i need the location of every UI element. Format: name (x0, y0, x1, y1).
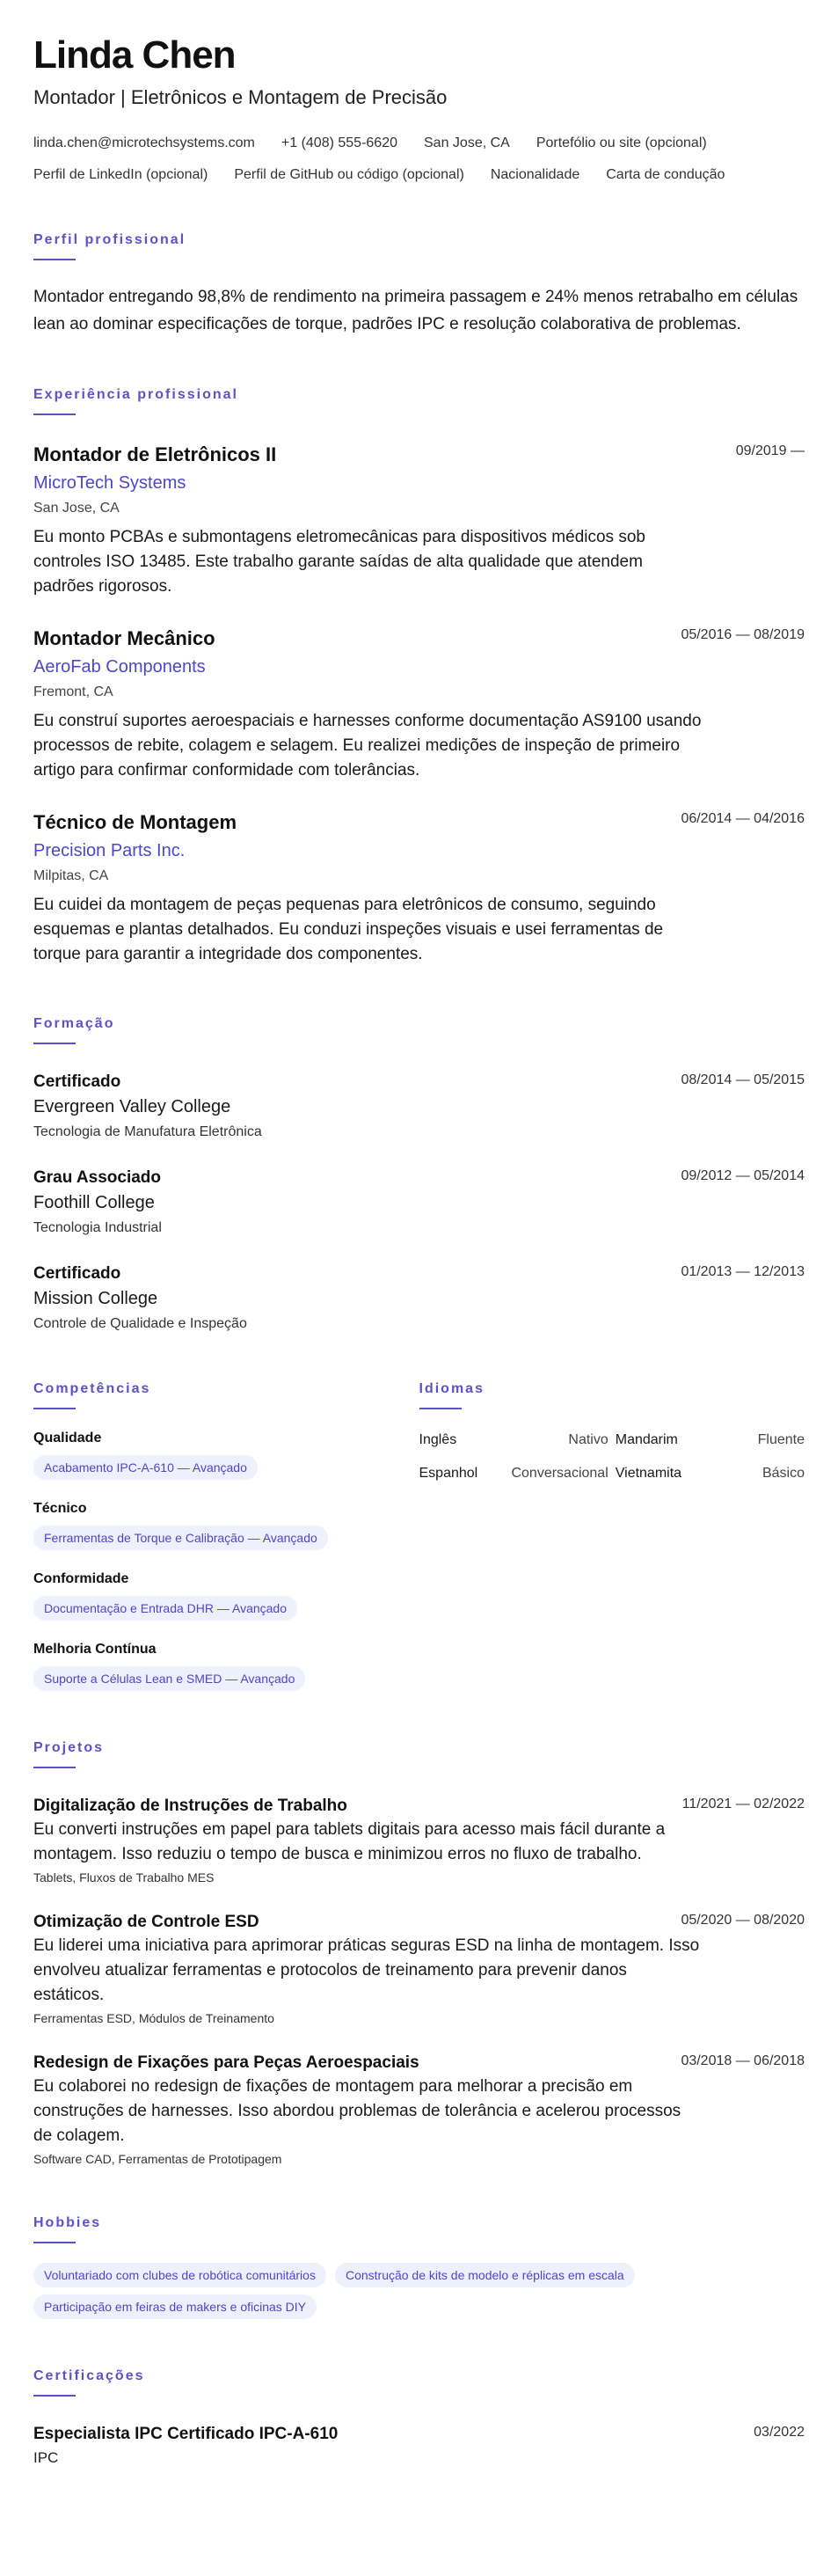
section-divider (33, 2242, 76, 2243)
contact-linkedin[interactable]: Perfil de LinkedIn (opcional) (33, 167, 208, 182)
certification-date: 03/2022 (754, 2425, 805, 2440)
hobby-chip: Construção de kits de modelo e réplicas em escala (335, 2263, 635, 2287)
languages-section (419, 1381, 805, 1691)
section-title: Experiência profissional (33, 387, 238, 402)
language-list (419, 1432, 805, 1482)
language-name: Inglês (419, 1432, 457, 1447)
degree: Grau Associado (33, 1168, 162, 1187)
job-location: Milpitas, CA (33, 868, 109, 883)
language-level: Fluente (757, 1432, 805, 1447)
project-date: 03/2018 — 06/2018 (681, 2053, 805, 2068)
experience-date: 05/2016 — 08/2019 (681, 627, 805, 642)
skill-chip: Ferramentas de Torque e Calibração — Avançado (33, 1526, 328, 1550)
section-title: Formação (33, 1016, 115, 1031)
degree: Certificado (33, 1072, 121, 1091)
hobbies-section (33, 2215, 805, 2319)
project-description: Eu liderei uma iniciativa para aprimorar práticas seguras ESD na linha de montagem. Isso envolveu atualizar ferramentas e protocolos de treinamento para prevenir danos estáticos. (33, 1936, 700, 2004)
language-level: Nativo (568, 1432, 608, 1447)
certification-item (33, 2425, 805, 2467)
job-title: Técnico de Montagem (33, 811, 237, 833)
summary-section (33, 232, 805, 338)
contact-email[interactable]: linda.chen@microtechsystems.com (33, 135, 255, 150)
language-level: Básico (761, 1466, 805, 1481)
job-location: San Jose, CA (33, 501, 120, 516)
job-title: Montador Mecânico (33, 627, 215, 649)
language-item (616, 1466, 805, 1482)
skill-chip: Acabamento IPC-A-610 — Avançado (33, 1455, 258, 1480)
language-level: Conversacional (511, 1466, 608, 1481)
contact-location: San Jose, CA (424, 135, 510, 150)
company-name: MicroTech Systems (33, 473, 186, 493)
candidate-name: Linda Chen (33, 33, 236, 77)
summary-text: Montador entregando 98,8% de rendimento na primeira passagem e 24% menos retrabalho em células lean ao dominar especificações de torque, padrões IPC e resolução colaborativa de problemas. (33, 288, 798, 333)
education-date: 01/2013 — 12/2013 (681, 1264, 805, 1279)
hobby-chip: Voluntariado com clubes de robótica comunitários (33, 2263, 326, 2287)
project-item (33, 1913, 805, 2025)
contact-nationality: Nacionalidade (490, 167, 580, 182)
contact-driving-license: Carta de condução (606, 167, 725, 182)
school-name: Mission College (33, 1289, 158, 1308)
education-date: 08/2014 — 05/2015 (681, 1072, 805, 1087)
education-item (33, 1168, 805, 1236)
skill-chip: Suporte a Células Lean e SMED — Avançado (33, 1666, 305, 1691)
section-title: Projetos (33, 1740, 105, 1755)
resume-header (33, 33, 805, 183)
project-item (33, 2053, 805, 2166)
contact-github[interactable]: Perfil de GitHub ou código (opcional) (234, 167, 464, 182)
field-of-study: Tecnologia de Manufatura Eletrônica (33, 1124, 262, 1139)
experience-item (33, 811, 805, 967)
language-item (419, 1432, 608, 1448)
section-divider (33, 259, 76, 260)
contact-phone[interactable]: +1 (408) 555-6620 (281, 135, 397, 150)
project-tools: Software CAD, Ferramentas de Prototipagem (33, 2152, 282, 2166)
experience-date: 06/2014 — 04/2016 (681, 811, 805, 826)
section-divider (33, 1043, 76, 1044)
company-name: Precision Parts Inc. (33, 841, 186, 860)
project-tools: Ferramentas ESD, Módulos de Treinamento (33, 2011, 274, 2025)
contact-list (33, 135, 805, 183)
skill-group (33, 1571, 419, 1621)
language-name: Espanhol (419, 1466, 478, 1481)
school-name: Foothill College (33, 1193, 155, 1212)
field-of-study: Controle de Qualidade e Inspeção (33, 1316, 247, 1331)
hobby-list (33, 2256, 805, 2319)
education-item (33, 1072, 805, 1140)
project-date: 11/2021 — 02/2022 (681, 1797, 805, 1811)
job-description: Eu construí suportes aeroespaciais e harnesses conforme documentação AS9100 usando processos de rebite, colagem e selagem. Eu realizei medições de inspeção de primeiro artigo para confirmar conformidade com tolerâncias. (33, 712, 702, 779)
project-title: Otimização de Controle ESD (33, 1913, 259, 1931)
language-item (419, 1466, 608, 1482)
education-section (33, 1016, 805, 1332)
project-tools: Tablets, Fluxos de Trabalho MES (33, 1870, 215, 1884)
project-description: Eu converti instruções em papel para tablets digitais para acesso mais fácil durante a montagem. Isso reduziu o tempo de busca e minimizou erros no fluxo de trabalho. (33, 1820, 666, 1863)
section-title: Perfil profissional (33, 232, 186, 247)
skill-chip: Documentação e Entrada DHR — Avançado (33, 1596, 297, 1621)
section-title: Competências (33, 1381, 151, 1396)
skill-group (33, 1501, 419, 1550)
project-item (33, 1797, 805, 1884)
candidate-headline: Montador | Eletrônicos e Montagem de Precisão (33, 86, 448, 108)
language-name: Vietnamita (615, 1466, 682, 1481)
company-name: AeroFab Components (33, 657, 206, 677)
section-divider (419, 1408, 462, 1409)
language-item (616, 1432, 805, 1448)
skill-category: Conformidade (33, 1571, 129, 1586)
section-divider (33, 1408, 76, 1409)
job-description: Eu monto PCBAs e submontagens eletromecânicas para dispositivos médicos sob controles ISO 13485. Este trabalho garante saídas de alta qualidade que atendem padrões rigorosos. (33, 528, 645, 596)
projects-section (33, 1740, 805, 2166)
skill-group (33, 1431, 419, 1480)
section-title: Certificações (33, 2368, 145, 2383)
experience-date: 09/2019 — (735, 443, 805, 458)
project-title: Redesign de Fixações para Peças Aeroespaciais (33, 2053, 419, 2072)
experience-section (33, 387, 805, 967)
job-description: Eu cuidei da montagem de peças pequenas para eletrônicos de consumo, seguindo esquemas e plantas detalhados. Eu conduzi inspeções visuais e usei ferramentas de torque para garantir a integridade dos componentes. (33, 896, 664, 963)
skill-category: Melhoria Contínua (33, 1642, 157, 1657)
job-location: Fremont, CA (33, 684, 113, 699)
skills-languages-row (33, 1381, 805, 1691)
education-item (33, 1264, 805, 1332)
certifications-section (33, 2368, 805, 2467)
section-divider (33, 413, 76, 415)
education-date: 09/2012 — 05/2014 (681, 1168, 805, 1183)
language-name: Mandarim (615, 1432, 678, 1447)
section-title: Hobbies (33, 2215, 102, 2230)
project-date: 05/2020 — 08/2020 (681, 1913, 805, 1928)
experience-item (33, 627, 805, 783)
degree: Certificado (33, 1264, 121, 1283)
job-title: Montador de Eletrônicos II (33, 443, 277, 465)
skill-group (33, 1642, 419, 1691)
contact-portfolio[interactable]: Portefólio ou site (opcional) (536, 135, 707, 150)
section-divider (33, 1767, 76, 1768)
project-title: Digitalização de Instruções de Trabalho (33, 1797, 347, 1815)
skills-section (33, 1381, 419, 1691)
field-of-study: Tecnologia Industrial (33, 1220, 162, 1235)
certification-title: Especialista IPC Certificado IPC-A-610 (33, 2425, 339, 2443)
school-name: Evergreen Valley College (33, 1097, 231, 1116)
project-description: Eu colaborei no redesign de fixações de montagem para melhorar a precisão em construções de harnesses. Isso abordou problemas de tolerância e acelerou processos de colagem. (33, 2077, 681, 2145)
skill-category: Técnico (33, 1501, 87, 1516)
skill-category: Qualidade (33, 1431, 102, 1445)
hobby-chip: Participação em feiras de makers e oficinas DIY (33, 2294, 317, 2319)
certification-issuer: IPC (33, 2449, 59, 2466)
experience-item (33, 443, 805, 599)
section-divider (33, 2395, 76, 2397)
section-title: Idiomas (419, 1381, 485, 1396)
